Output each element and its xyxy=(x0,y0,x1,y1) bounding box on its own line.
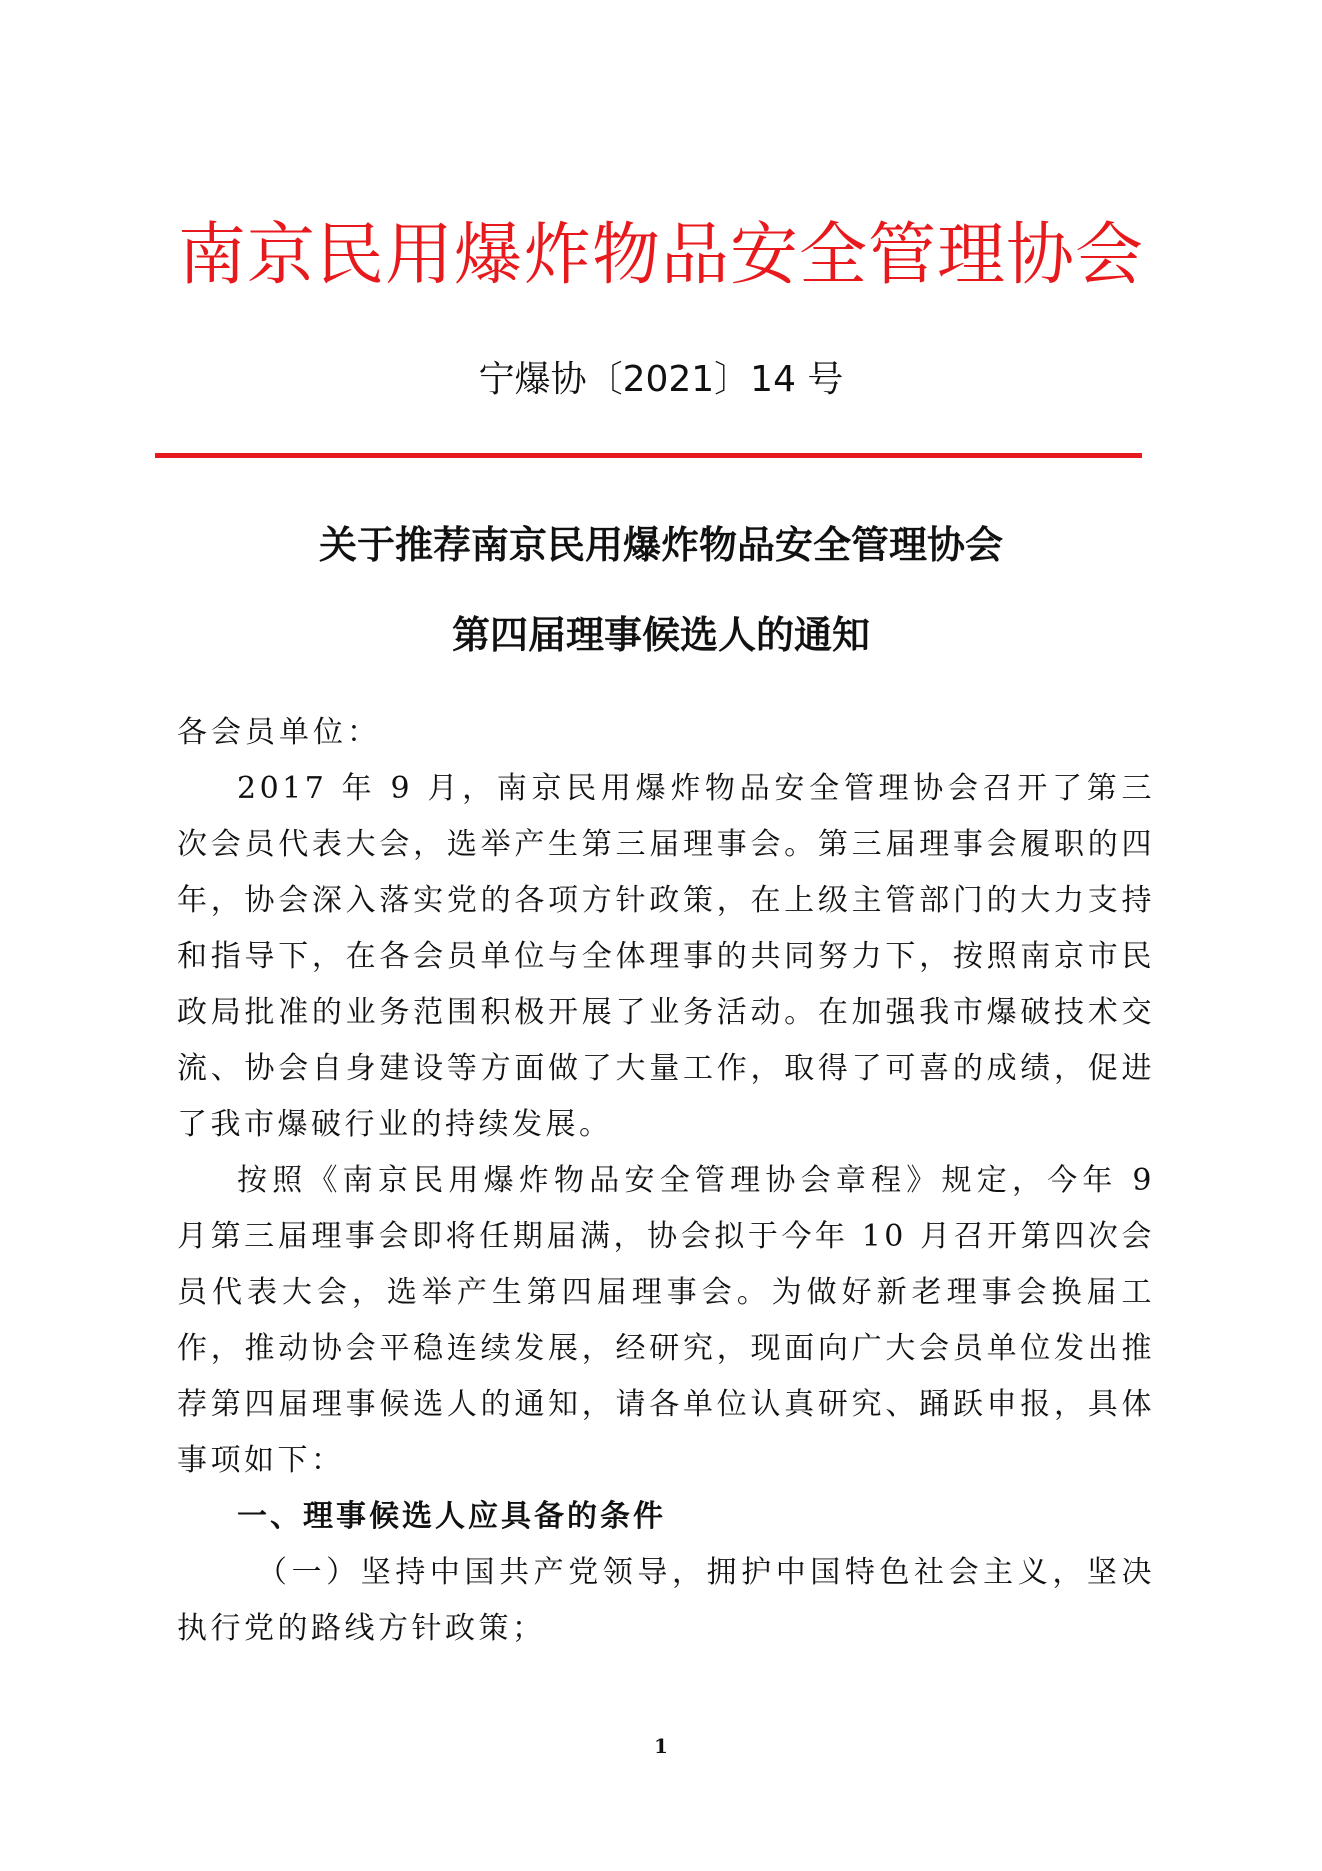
paragraph-purpose: 按照《南京民用爆炸物品安全管理协会章程》规定，今年 9 月第三届理事会即将任期届满，协会拟于今年 10 月召开第四次会员代表大会，选举产生第四届理事会。为做好新老理事会换届工作，推动协会平稳连续发展，经研究，现面向广大会员单位发出推荐第四届理事候选人的通知，请各单位认真研究、踊跃申报，具体事项如下： xyxy=(177,1163,1155,1478)
notice-title-line-1: 关于推荐南京民用爆炸物品安全管理协会 xyxy=(318,523,1003,567)
paragraph-background: 2017 年 9 月，南京民用爆炸物品安全管理协会召开了第三次会员代表大会，选举产生第三届理事会。第三届理事会履职的四年，协会深入落实党的各项方针政策，在上级主管部门的大力支持和指导下，在各会员单位与全体理事的共同努力下，按照南京市民政局批准的业务范围积极开展了业务活动。在加强我市爆破技术交流、协会自身建设等方面做了大量工作，取得了可喜的成绩，促进了我市爆破行业的持续发展。 xyxy=(177,771,1155,1142)
section-heading-conditions: 一、理事候选人应具备的条件 xyxy=(237,1499,666,1534)
document-number: 宁爆协〔2021〕14 号 xyxy=(478,359,844,400)
page-number: 1 xyxy=(654,1734,668,1758)
notice-title-line-2: 第四届理事候选人的通知 xyxy=(451,613,870,657)
salutation: 各会员单位： xyxy=(177,715,381,750)
condition-item-1: （一）坚持中国共产党领导，拥护中国特色社会主义，坚决执行党的路线方针政策； xyxy=(177,1555,1155,1646)
red-divider-line xyxy=(155,453,1142,458)
document-body xyxy=(177,705,1155,1657)
organization-letterhead: 南京民用爆炸物品安全管理协会 xyxy=(177,216,1144,295)
